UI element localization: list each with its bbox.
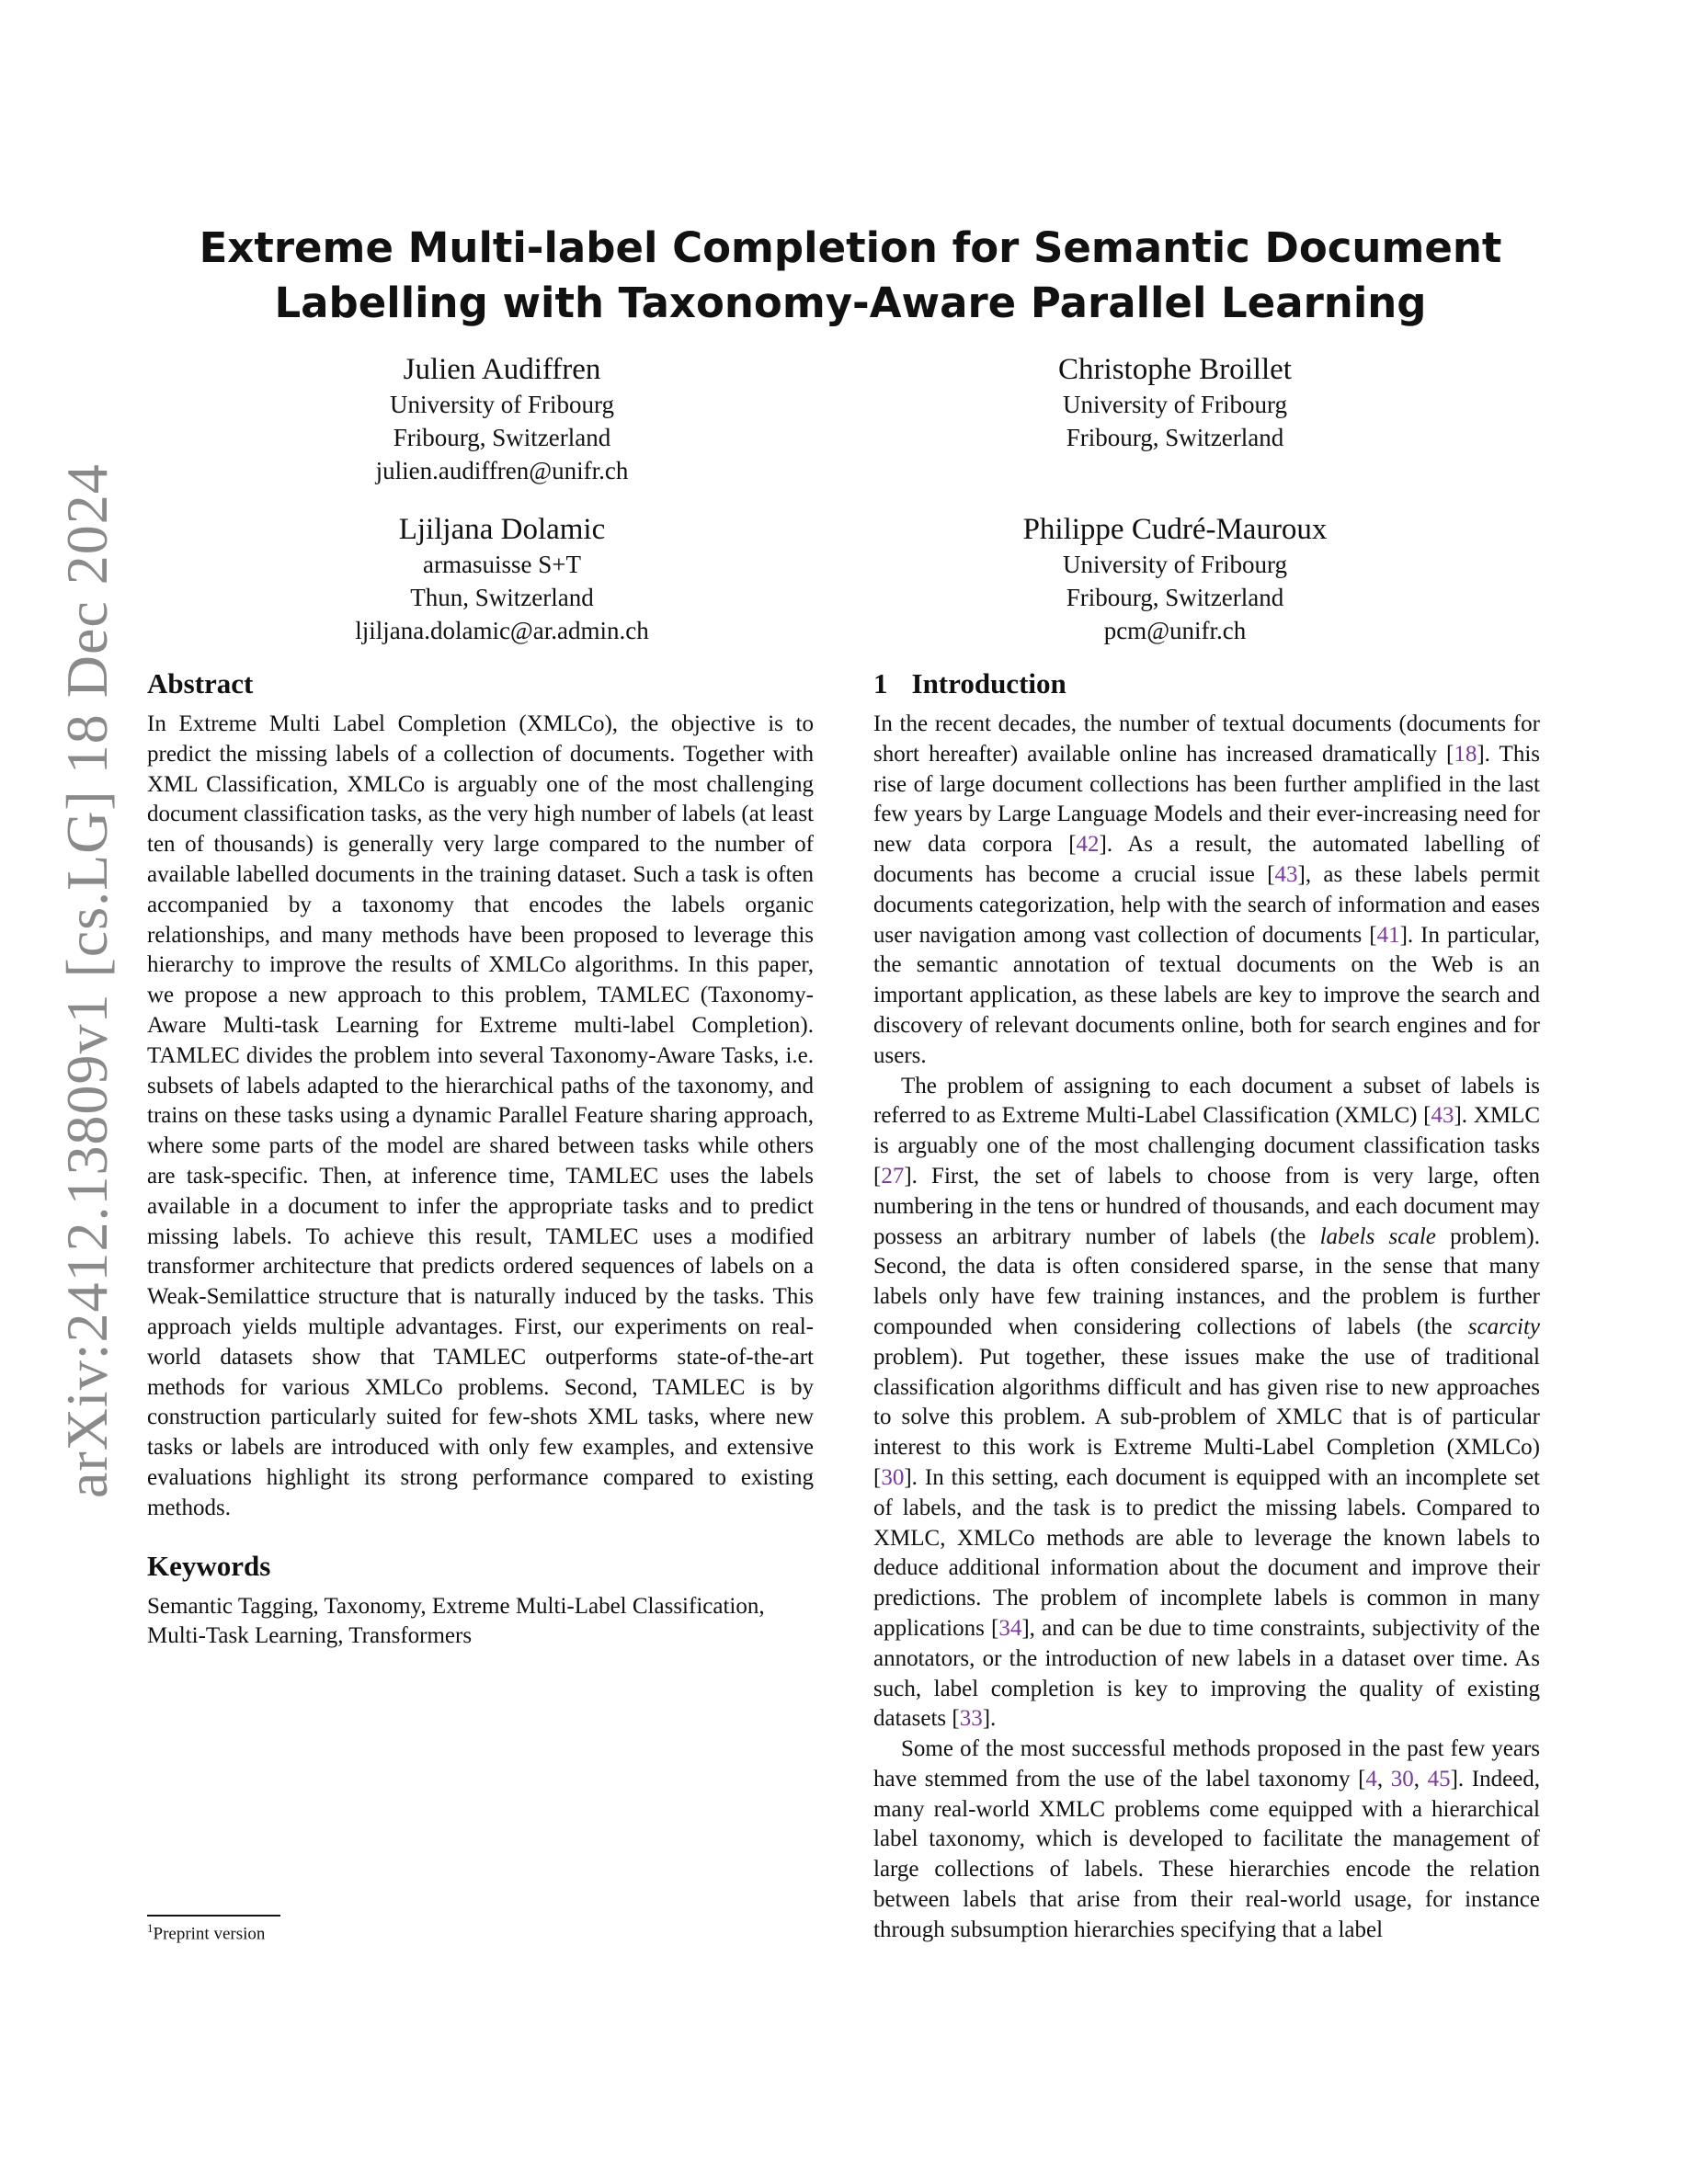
citation-link[interactable]: 27: [881, 1163, 905, 1189]
right-column: [873, 665, 1540, 1946]
author-name: Julien Audiffren: [403, 353, 601, 386]
arxiv-identifier-stamp: arXiv:2412.13809v1 [cs.LG] 18 Dec 2024: [54, 463, 120, 1498]
keywords-heading: Keywords: [147, 1549, 271, 1582]
author-location: Fribourg, Switzerland: [1066, 424, 1284, 451]
emphasis: scarcity: [1467, 1314, 1540, 1339]
author-affiliation: armasuisse S+T: [423, 551, 581, 578]
footnote-text: Preprint version: [153, 1924, 266, 1944]
citation-link[interactable]: 4: [1365, 1766, 1377, 1792]
intro-paragraph-1: In the recent decades, the number of textual documents (documents for short hereafter) available online has increased dramatically [18]. This rise of large document collections has been further amplified in the last few years by Large Language Models and their ever-increasing need for new data corpora [42]. As a result, the automated labelling of documents has become a crucial issue [43], as these labels permit documents categorization, help with the search of information and eases user navigation among vast collection of documents [41]. In particular, the semantic annotation of textual documents on the Web is an important application, as these labels are key to improve the search and discovery of relevant documents online, both for search engines and for users.: [873, 711, 1540, 1068]
citation-link[interactable]: 41: [1376, 922, 1400, 948]
keywords-text: Semantic Tagging, Taxonomy, Extreme Multi-Label Classification, Multi-Task Learning, Transformers: [147, 1593, 765, 1649]
citation-link[interactable]: 33: [959, 1706, 983, 1732]
author-name: Philippe Cudré-Mauroux: [1022, 513, 1328, 546]
emphasis: labels scale: [1319, 1223, 1436, 1249]
author-affiliation: University of Fribourg: [1063, 551, 1287, 578]
footnote-rule: [147, 1915, 280, 1917]
introduction-heading: [873, 665, 1540, 702]
author-email[interactable]: pcm@unifr.ch: [1103, 617, 1247, 644]
intro-paragraph-3: Some of the most successful methods proposed in the past few years have stemmed from the use of the label taxonomy [4, 30, 45]. Indeed, many real-world XMLC problems come equipped with a hierarchical label taxonomy, which is developed to facilitate the management of large collections of labels. These hierarchies encode the relation between labels that arise from their real-world usage, for instance through subsumption hierarchies specifying that a label: [873, 1736, 1541, 1942]
author-block: [936, 511, 1414, 647]
author-location: Fribourg, Switzerland: [1066, 584, 1284, 611]
abstract-text: In Extreme Multi Label Completion (XMLCo), the objective is to predict the missing labels of a collection of documents. Together with XML Classification, XMLCo is arguably one of the most challenging document classification tasks, as the very high number of labels (at least ten of thousands) is generally very large compared to the number of available labelled documents in the training dataset. Such a task is often accompanied by a taxonomy that encodes the labels organic relationships, and many methods have been proposed to leverage this hierarchy to improve the results of XMLCo algorithms. In this paper, we propose a new approach to this problem, TAMLEC (Taxonomy-Aware Multi-task Learning for Extreme multi-label Completion). TAMLEC divides the problem into several Taxonomy-Aware Tasks, i.e. subsets of labels adapted to the hierarchical paths of the taxonomy, and trains on these tasks using a dynamic Parallel Feature sharing approach, where some parts of the model are shared between tasks while others are task-specific. Then, at inference time, TAMLEC uses the labels available in a document to infer the appropriate tasks and to predict missing labels. To achieve this result, TAMLEC uses a modified transformer architecture that predicts ordered sequences of labels on a Weak-Semilattice structure that is naturally induced by the tasks. This approach yields multiple advantages. First, our experiments on real-world datasets show that TAMLEC outperforms state-of-the-art methods for various XMLCo problems. Second, TAMLEC is by construction particularly suited for few-shots XML tasks, where new tasks or labels are introduced with only few examples, and extensive evaluations highlight its strong performance compared to existing methods.: [147, 711, 814, 1520]
author-block: [263, 351, 741, 487]
author-block: [263, 511, 741, 647]
abstract-heading: Abstract: [147, 667, 254, 700]
intro-paragraph-2: The problem of assigning to each document a subset of labels is referred to as Extreme Multi-Label Classification (XMLC) [43]. XMLC is arguably one of the most challenging document classification tasks [27]. First, the set of labels to choose from is very large, often numbering in the tens or hundred of thousands, and each document may possess an arbitrary number of labels (the labels scale problem). Second, the data is often considered sparse, in the sense that many labels only have few training instances, and the problem is further compounded when considering collections of labels (the scarcity problem). Put together, these issues make the use of traditional classification algorithms difficult and has given rise to new approaches to solve this problem. A sub-problem of XMLC that is of particular interest to this work is Extreme Multi-Label Completion (XMLCo) [30]. In this setting, each document is equipped with an incomplete set of labels, and the task is to predict the missing labels. Compared to XMLC, XMLCo methods are able to leverage the known labels to deduce additional information about the document and improve their predictions. The problem of incomplete labels is common in many applications [34], and can be due to time constraints, subjectivity of the annotators, or the introduction of new labels in a dataset over time. As such, label completion is key to improving the quality of existing datasets [33].: [873, 1073, 1540, 1732]
author-name: Christophe Broillet: [1058, 353, 1292, 386]
citation-link[interactable]: 30: [1390, 1766, 1414, 1792]
citation-link[interactable]: 43: [1274, 861, 1298, 887]
author-name: Ljiljana Dolamic: [398, 513, 606, 546]
section-title: Introduction: [911, 667, 1066, 700]
section-number: 1: [873, 667, 888, 700]
author-email[interactable]: julien.audiffren@unifr.ch: [375, 457, 629, 484]
author-affiliation: University of Fribourg: [1063, 391, 1287, 418]
citation-link[interactable]: 30: [881, 1464, 905, 1490]
author-block: [936, 351, 1414, 454]
author-location: Thun, Switzerland: [410, 584, 594, 611]
citation-link[interactable]: 18: [1454, 741, 1477, 767]
author-email[interactable]: ljiljana.dolamic@ar.admin.ch: [355, 617, 649, 644]
citation-link[interactable]: 42: [1076, 832, 1100, 858]
footnote: [147, 1921, 265, 1944]
citation-link[interactable]: 45: [1427, 1766, 1451, 1792]
footnote-mark: 1: [147, 1921, 154, 1935]
citation-link[interactable]: 43: [1431, 1103, 1454, 1129]
paper-title: Extreme Multi-label Completion for Semantic Document Labelling with Taxonomy-Aware Parallel Learning: [199, 223, 1502, 327]
author-location: Fribourg, Switzerland: [393, 424, 611, 451]
author-affiliation: University of Fribourg: [390, 391, 614, 418]
citation-link[interactable]: 34: [998, 1615, 1022, 1641]
left-column: [147, 665, 814, 1652]
